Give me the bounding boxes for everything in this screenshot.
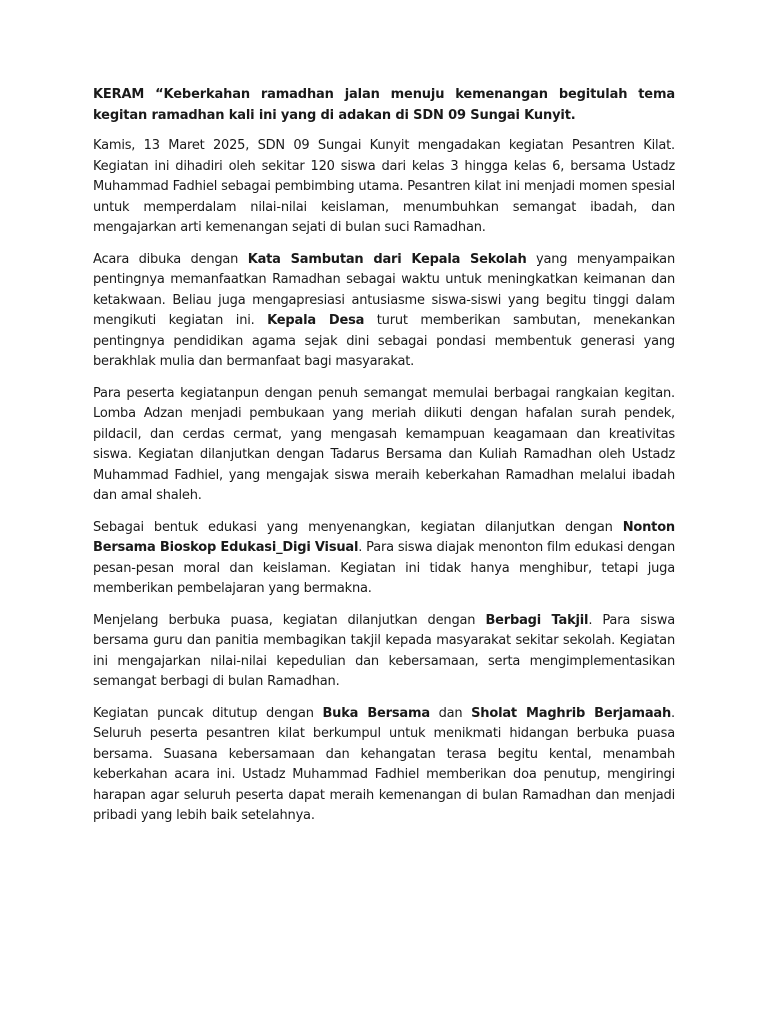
paragraph-3-text: Para peserta kegiatanpun dengan penuh semangat memulai berbagai rangkaian kegitan. Lomba Adzan menjadi pembukaan yang meriah diikuti dengan hafalan surah pendek, pildacil, dan cerdas cermat, yang mengasah kemampuan keagamaan dan kreativitas siswa. Kegiatan dilanjutkan dengan Tadarus Bersama dan Kuliah Ramadhan oleh Ustadz Muhammad Fadhiel, yang mengajak siswa meraih keberkahan Ramadhan melalui ibadah dan amal shaleh.	[93, 385, 675, 503]
paragraph-5-text-b: . Para siswa bersama guru dan panitia membagikan takjil kepada masyarakat sekitar sekolah. Kegiatan ini mengajarkan nilai-nilai kepedulian dan kebersamaan, serta mengimplementasikan semangat berbagi di bulan Ramadhan.	[93, 612, 675, 689]
paragraph-3	[93, 384, 675, 507]
paragraph-6	[93, 704, 675, 827]
paragraph-2-bold-headmaster: Kata Sambutan dari Kepala Sekolah	[247, 251, 527, 267]
paragraph-6-text-c: . Seluruh peserta pesantren kilat berkumpul untuk menikmati hidangan berbuka puasa bersama. Suasana kebersamaan dan kehangatan terasa begitu kental, menambah keberkahan acara ini. Ustadz Muhammad Fadhiel memberikan doa penutup, mengiringi harapan agar seluruh peserta dapat meraih kemenangan di bulan Ramadhan dan menjadi pribadi yang lebih baik setelahnya.	[93, 705, 675, 823]
paragraph-4	[93, 518, 675, 600]
paragraph-5	[93, 611, 675, 693]
paragraph-2-text-c: turut memberikan sambutan, menekankan pentingnya pendidikan agama sejak dini sebagai pondasi membentuk generasi yang berakhlak mulia dan bermanfaat bagi masyarakat.	[93, 313, 675, 369]
paragraph-6-bold-buka-bersama: Buka Bersama	[322, 705, 430, 721]
document-title: KERAM “Keberkahan ramadhan jalan menuju kemenangan begitulah tema kegitan ramadhan kali ini yang di adakan di SDN 09 Sungai Kunyit.	[93, 87, 675, 123]
paragraph-6-text-a: Kegiatan puncak ditutup dengan	[93, 705, 323, 721]
paragraph-1	[93, 136, 675, 239]
paragraph-6-bold-sholat: Sholat Maghrib Berjamaah	[471, 705, 672, 721]
paragraph-2-bold-village-head: Kepala Desa	[267, 313, 365, 328]
paragraph-5-text-a: Menjelang berbuka puasa, kegiatan dilanjutkan dengan	[93, 612, 486, 628]
paragraph-2	[93, 250, 675, 373]
paragraph-4-text-a: Sebagai bentuk edukasi yang menyenangkan, kegiatan dilanjutkan dengan	[93, 519, 623, 535]
paragraph-2-text-b: yang menyampaikan pentingnya memanfaatkan Ramadhan sebagai waktu untuk meningkatkan keimanan dan ketakwaan. Beliau juga mengapresiasi antusiasme siswa-siswi yang begitu tinggi dalam mengikuti kegiatan ini.	[93, 251, 675, 328]
paragraph-4-bold-cinema: Nonton Bersama Bioskop Edukasi_Digi Visual	[93, 519, 675, 555]
paragraph-1-text: Kamis, 13 Maret 2025, SDN 09 Sungai Kunyit mengadakan kegiatan Pesantren Kilat. Kegiatan ini dihadiri oleh sekitar 120 siswa dari kelas 3 hingga kelas 6, bersama Ustadz Muhammad Fadhiel sebagai pembimbing utama. Pesantren kilat ini menjadi momen spesial untuk memperdalam nilai-nilai keislaman, menumbuhkan semangat ibadah, dan mengajarkan arti kemenangan sejati di bulan suci Ramadhan.	[93, 138, 675, 235]
paragraph-5-bold-takjil: Berbagi Takjil	[485, 612, 589, 628]
document-page	[93, 85, 675, 838]
paragraph-6-text-b: dan	[429, 705, 472, 721]
paragraph-2-text-a: Acara dibuka dengan	[93, 251, 248, 267]
paragraph-4-text-b: . Para siswa diajak menonton film edukasi dengan pesan-pesan moral dan keislaman. Kegiatan ini tidak hanya menghibur, tetapi juga memberikan pembelajaran yang bermakna.	[93, 540, 676, 596]
